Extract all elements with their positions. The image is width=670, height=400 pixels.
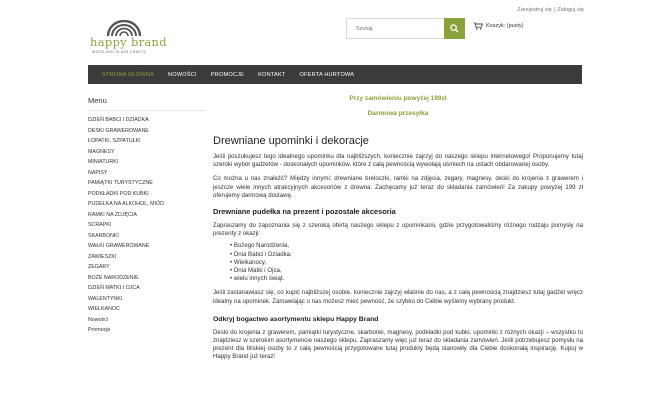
cart[interactable] xyxy=(473,22,524,30)
occasions-list xyxy=(213,242,583,283)
list-item: • wielu innych świąt. xyxy=(230,275,285,283)
sidebar-item[interactable]: SCRAPKI xyxy=(88,222,112,228)
cart-icon xyxy=(473,22,483,30)
sidebar-item[interactable]: WIELKANOC xyxy=(88,306,120,312)
nav-item-promotions[interactable]: PROMOCJE xyxy=(210,71,245,78)
promo-banner xyxy=(213,91,583,121)
sidebar-item[interactable]: DZIEŃ BABCI I DZIADKA xyxy=(88,117,149,123)
section-heading: Drewniane pudełka na prezent i pozostałe akcesoria xyxy=(213,207,396,217)
main-content xyxy=(213,90,583,362)
page-title: Drewniane upominki i dekoracje xyxy=(213,135,369,147)
sidebar-item[interactable]: PAMIĄTKI TURYSTYCZNE xyxy=(88,180,153,186)
cart-label: Koszyk: (pusty) xyxy=(486,23,524,29)
main-nav xyxy=(88,65,582,84)
search-icon xyxy=(450,24,459,33)
subsection-heading: Odkryj bogactwo asortymentu sklepu Happy Brand xyxy=(213,315,379,323)
sidebar-menu xyxy=(88,96,206,336)
sidebar-item[interactable]: PODKŁADKI POD KUBKI xyxy=(88,190,149,197)
logo-brand: happy brand xyxy=(90,35,167,49)
top-links xyxy=(517,7,584,13)
logo-tagline: WOOD AND GLASS CRAFTS xyxy=(92,50,146,54)
search-button[interactable] xyxy=(444,18,465,39)
nav-item-contact[interactable]: KONTAKT xyxy=(258,71,286,78)
sidebar-item[interactable]: DZIEŃ MATKI I OJCA xyxy=(88,285,140,291)
intro-paragraph: Jeśli poszukujesz tego idealnego upominku dla najbliższych, koniecznie zajrzyj do naszego sklepu internetowego! Proponujemy tutaj szeroki wybór gadżetów - doskonałych upominków, które z całą pewnością wywołają uśmiech na ustach obdarowanej osoby. xyxy=(213,153,583,169)
sidebar-item[interactable]: WALENTYNKI xyxy=(88,295,123,302)
sidebar-item[interactable]: Nowości xyxy=(88,316,109,323)
sidebar-item[interactable]: WAŁKI GRAWEROWANE xyxy=(88,243,150,249)
logo-graphic xyxy=(104,20,144,36)
list-item: • Wielkanocy, xyxy=(230,258,267,266)
sidebar-item[interactable]: NAPISY xyxy=(88,169,108,176)
sidebar-item[interactable]: ZEGARY xyxy=(88,264,110,270)
register-link[interactable]: Zarejestruj się xyxy=(517,7,552,13)
sidebar-item[interactable]: RAMKI NA ZDJĘCIA xyxy=(88,211,137,218)
nav-item-wholesale[interactable]: OFERTA HURTOWA xyxy=(299,71,355,78)
category-list xyxy=(88,115,206,336)
search-box xyxy=(346,18,465,39)
occasions-paragraph: Zapraszamy do zapoznania się z szeroką ofertą naszego sklepu z upominkami, gdzie przygotowaliśmy różnego rodzaju pomysły na prezenty z okazji: xyxy=(213,222,583,238)
sidebar-item[interactable]: DESKI GRAWEROWANE xyxy=(88,127,149,134)
search-input[interactable] xyxy=(347,19,446,38)
sidebar-title: Menu xyxy=(88,96,206,111)
sidebar-item[interactable]: MINIATURKI xyxy=(88,159,119,165)
sidebar-item[interactable]: BOŻE NARODZENIE xyxy=(88,274,139,281)
sidebar-item[interactable]: ŁOPATKI, SZPATUŁKI xyxy=(88,138,141,144)
promo-threshold: Przy zamówieniu powyżej 199zł xyxy=(349,95,447,102)
offer-paragraph: Co można u nas znaleźć? Między innymi: drewniane breloczki, ramki na zdjęcia, zegary, magnesy, deski do krojenia z grawerem i jeszcze wiele innych atrakcyjnych akcesoriów z drewna. Zachęcamy już teraz do składania zamówień! Za zakupy powyżej 199 zł oferujemy darmową dostawę. xyxy=(213,175,583,199)
gift-paragraph: Jeśli zastanawiasz się, co kupić najbliższej osobie, koniecznie zajrzyj właśnie do nas, a z całą pewnością znajdziesz tutaj gadżet wręcz idealny na upominek. Zamawiając u nas możesz mieć pewność, że szybko do Ciebie wyślemy wybrany produkt. xyxy=(213,289,583,305)
sidebar-item[interactable]: ZAWIESZKI xyxy=(88,253,117,260)
nav-item-new[interactable]: NOWOŚCI xyxy=(168,71,197,78)
sidebar-item[interactable]: SKARBONKI xyxy=(88,232,119,239)
sidebar-item[interactable]: MAGNESY xyxy=(88,148,115,155)
top-links-separator: | xyxy=(553,7,556,13)
list-item: • Bożego Narodzenia, xyxy=(230,242,290,250)
list-item: • Dnia Babci i Dziadka, xyxy=(230,250,292,258)
login-link[interactable]: Zaloguj się xyxy=(557,7,584,13)
promo-free-shipping: Darmowa przesyłka xyxy=(367,110,429,117)
assortment-paragraph: Deski do krojenia z grawerem, pamiątki turystyczne, skarbonki, magnesy, podkładki pod kubki, upominki z różnych okazji – wszystko to znajdziesz w szerokim asortymencie naszego sklepu. Zapraszamy więc już teraz do składania zamówień. Jeśli potrzebujesz pomysłu na prezent dla bliskiej osoby to z całą pewnością przygotowane tutaj produkty będą stanowiły dla Ciebie doskonałą inspirację. Kupuj w Happy Brand już teraz! xyxy=(213,328,583,361)
list-item: • Dnia Matki i Ojca, xyxy=(230,267,282,275)
sidebar-item[interactable]: Promocje xyxy=(88,327,111,333)
logo[interactable] xyxy=(90,19,167,61)
sidebar-item[interactable]: PUDEŁKA NA ALKOHOL, MIÓD xyxy=(88,201,164,207)
nav-item-home[interactable]: STRONA GŁÓWNA xyxy=(102,71,155,78)
